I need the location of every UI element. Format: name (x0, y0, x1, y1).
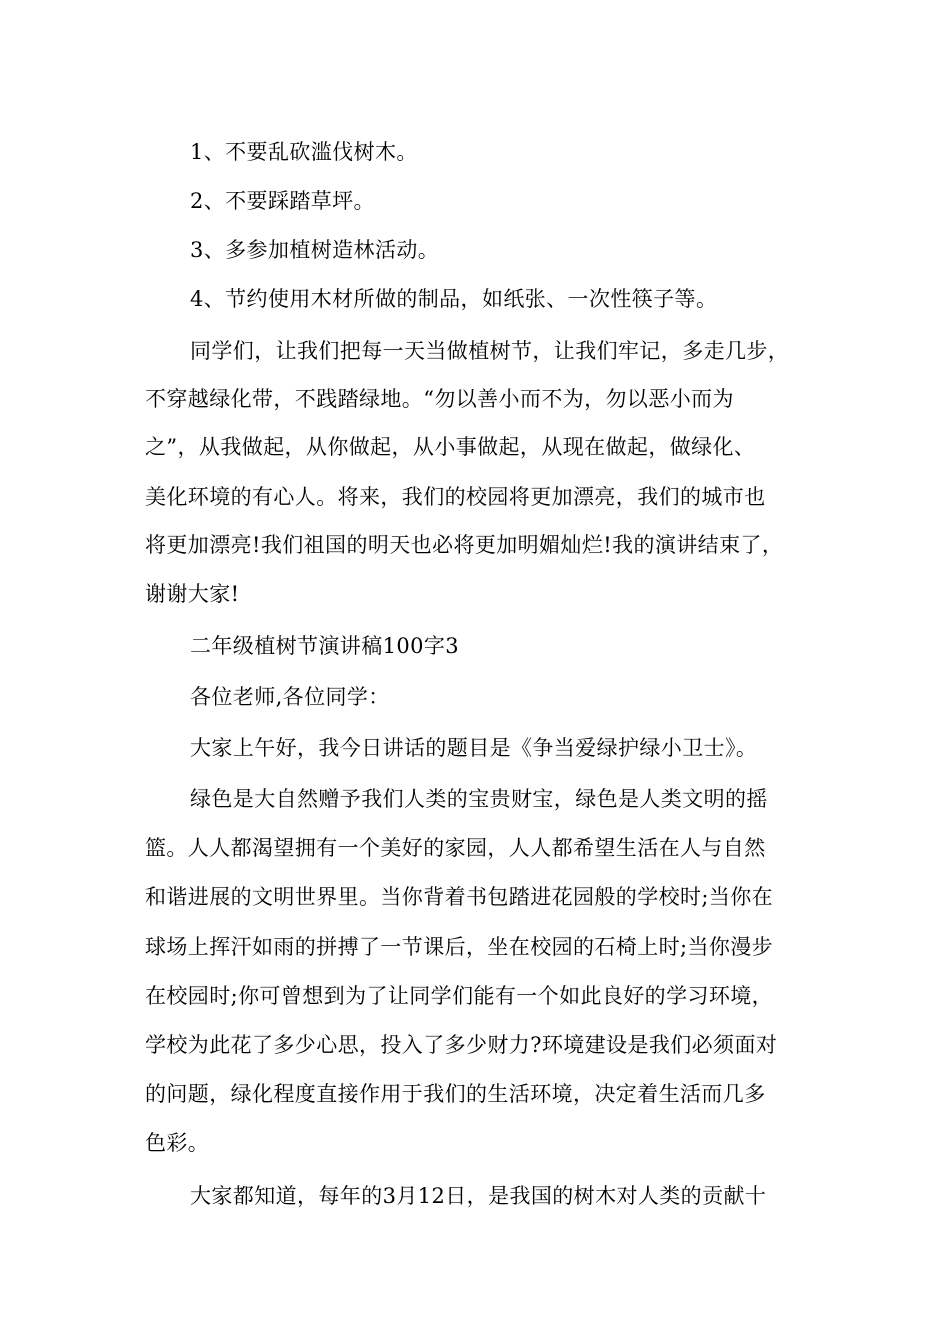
paragraph-line: 学校为此花了多少心思，投入了多少财力?环境建设是我们必须面对 (145, 1033, 778, 1057)
paragraph-line: 同学们，让我们把每一天当做植树节，让我们牢记，多走几步， (190, 339, 790, 363)
section-heading: 二年级植树节演讲稿100字3 (190, 634, 460, 658)
greeting: 各位老师,各位同学： (190, 685, 390, 709)
list-item-2: 2、不要踩踏草坪。 (190, 189, 375, 213)
list-item-1: 1、不要乱砍滥伐树木。 (190, 140, 418, 164)
list-item-4: 4、节约使用木材所做的制品，如纸张、一次性筷子等。 (190, 287, 718, 311)
paragraph-line: 不穿越绿化带，不践踏绿地。“勿以善小而不为，勿以恶小而为 (145, 387, 734, 411)
paragraph-line: 将更加漂亮!我们祖国的明天也必将更加明媚灿烂!我的演讲结束了， (145, 533, 784, 557)
paragraph-line: 和谐进展的文明世界里。当你背着书包踏进花园般的学校时;当你在 (145, 885, 774, 909)
paragraph-line: 的问题，绿化程度直接作用于我们的生活环境，决定着生活而几多 (145, 1082, 766, 1106)
paragraph-line: 色彩。 (145, 1131, 210, 1155)
paragraph-line: 美化环境的有心人。将来，我们的校园将更加漂亮，我们的城市也 (145, 485, 766, 509)
intro-line: 大家上午好，我今日讲话的题目是《争当爱绿护绿小卫士》。 (190, 736, 758, 760)
paragraph-line: 谢谢大家! (145, 582, 240, 606)
paragraph-line: 绿色是大自然赠予我们人类的宝贵财宝，绿色是人类文明的摇 (190, 787, 768, 811)
paragraph-line: 篮。人人都渴望拥有一个美好的家园，人人都希望生活在人与自然 (145, 836, 766, 860)
paragraph-line: 之”，从我做起，从你做起，从小事做起，从现在做起，做绿化、 (145, 435, 756, 459)
list-item-3: 3、多参加植树造林活动。 (190, 238, 440, 262)
paragraph-line: 球场上挥汗如雨的拼搏了一节课后，坐在校园的石椅上时;当你漫步 (145, 935, 774, 959)
paragraph-line: 大家都知道，每年的3月12日，是我国的树木对人类的贡献十 (190, 1184, 767, 1208)
paragraph-line: 在校园时;你可曾想到为了让同学们能有一个如此良好的学习环境， (145, 984, 774, 1008)
